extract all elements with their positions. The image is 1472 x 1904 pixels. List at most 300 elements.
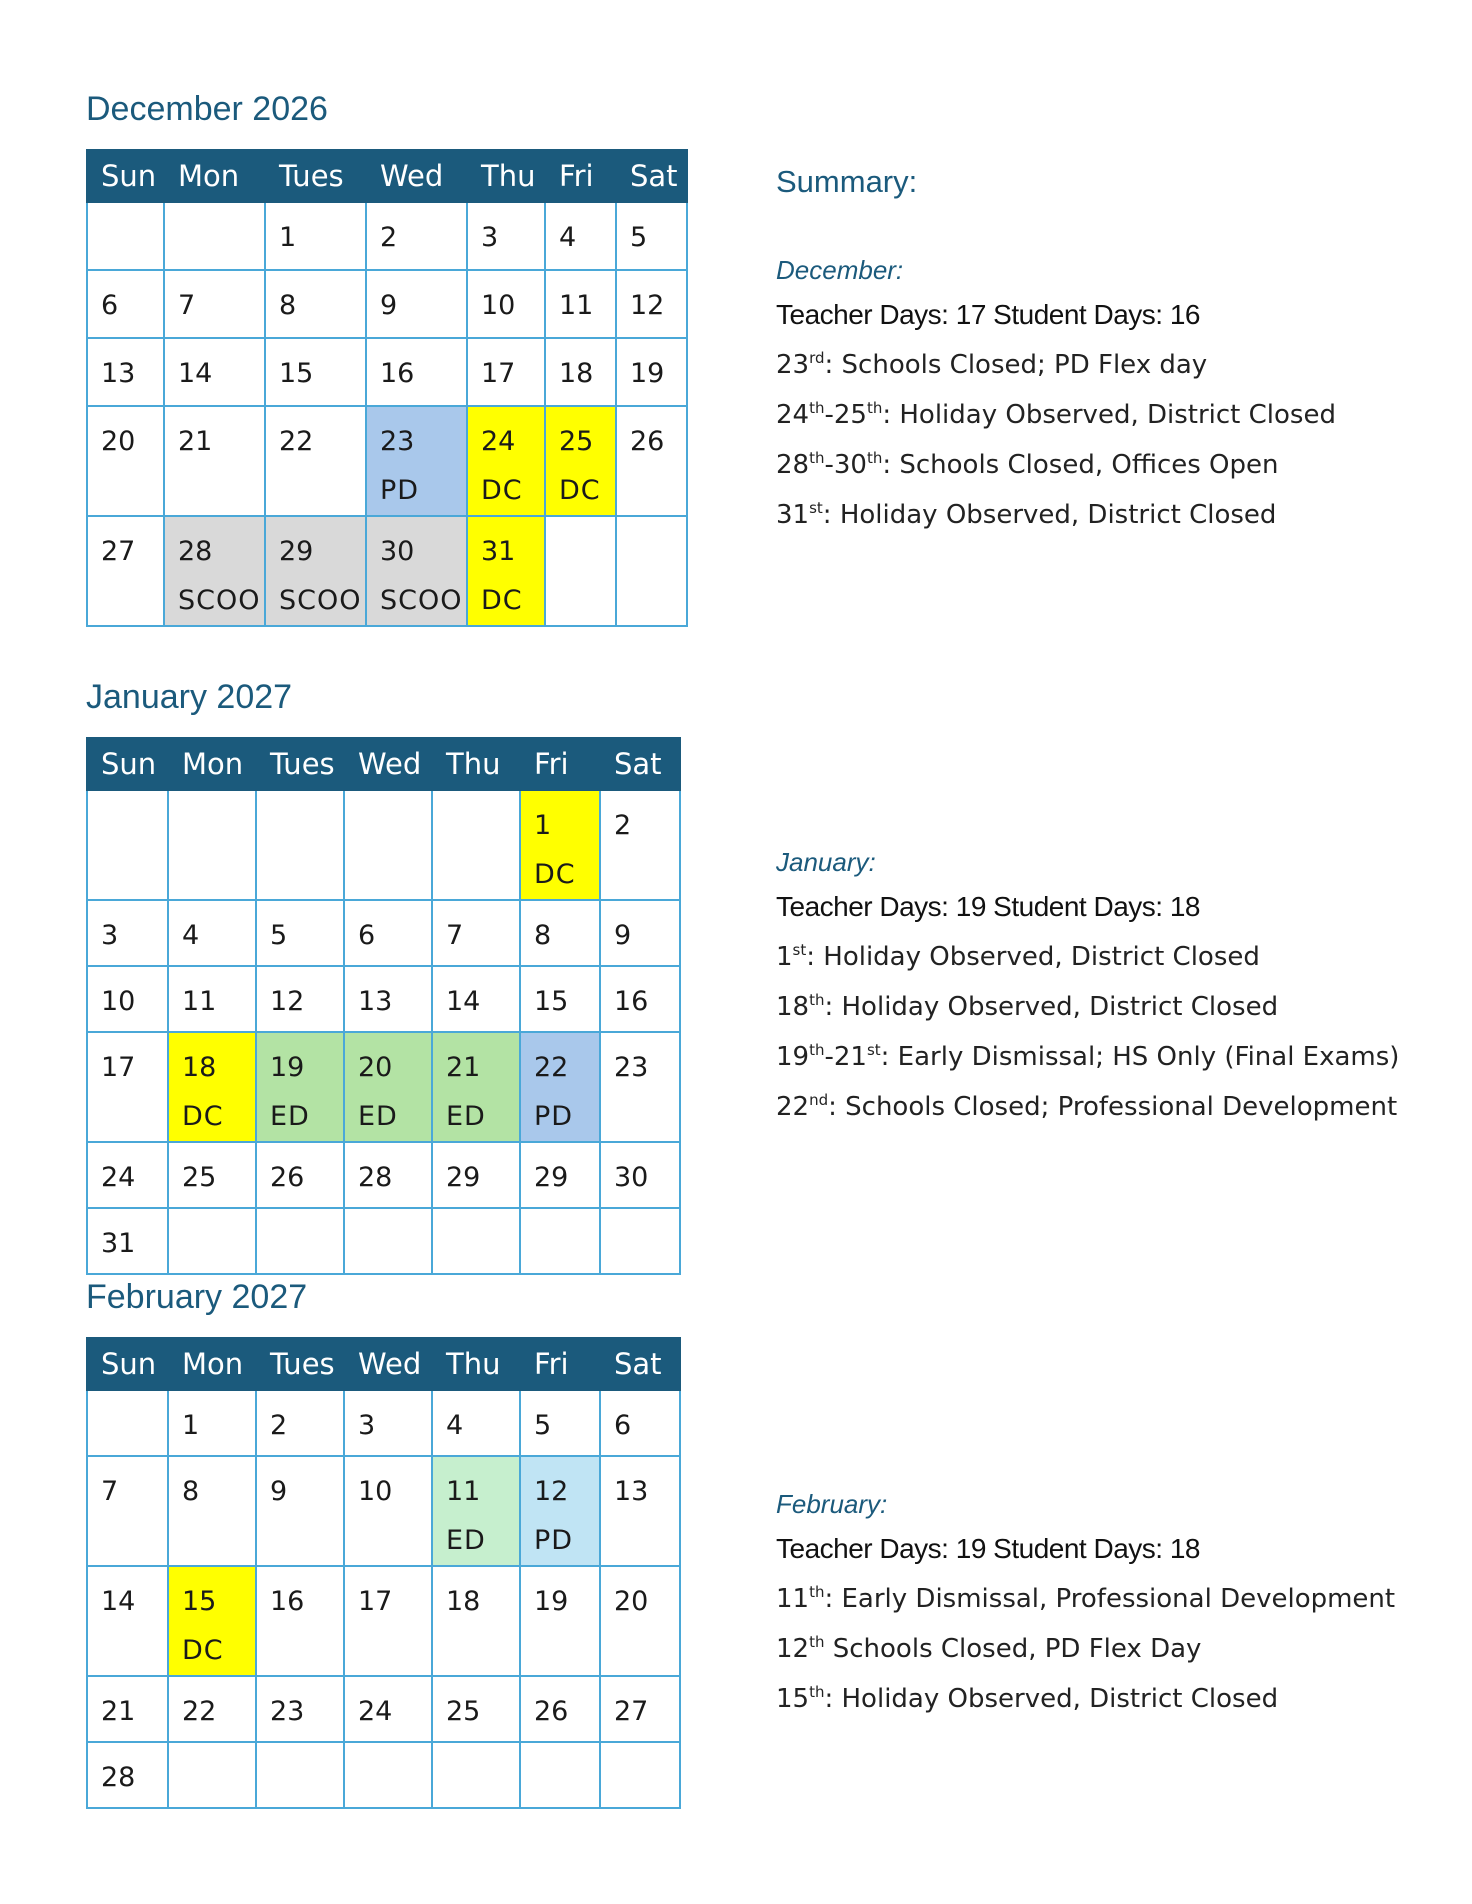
day-number: 21 xyxy=(101,1696,136,1727)
day-cell xyxy=(168,1456,256,1566)
summary-item-sup: th xyxy=(809,1041,825,1059)
summary-item xyxy=(776,490,1336,540)
day-cell xyxy=(87,516,164,626)
day-cell xyxy=(600,1390,680,1456)
day-number xyxy=(534,1753,599,1802)
day-cell xyxy=(164,516,265,626)
day-cell xyxy=(265,516,366,626)
summary-item-num: 24 xyxy=(776,400,810,430)
day-number: 18 xyxy=(446,1586,481,1617)
day-number: 9 xyxy=(614,920,632,951)
day-number: 5 xyxy=(270,920,288,951)
summary-item-text: : Holiday Observed, District Closed xyxy=(882,400,1336,430)
summary-item-num: 22 xyxy=(776,1092,810,1122)
day-cell xyxy=(87,1566,168,1676)
day-cell xyxy=(164,406,265,516)
month-title-february: February 2027 xyxy=(86,1278,308,1316)
day-number xyxy=(101,213,163,262)
day-cell xyxy=(87,790,168,900)
day-number xyxy=(182,801,255,850)
day-cell xyxy=(467,202,545,270)
summary-item-num: 1 xyxy=(776,942,793,972)
summary-item-num2: -25 xyxy=(824,400,867,430)
day-cell xyxy=(432,900,520,966)
day-number: 10 xyxy=(101,986,136,1017)
day-cell xyxy=(432,1390,520,1456)
day-number: 1 xyxy=(279,222,297,253)
day-cell xyxy=(344,966,432,1032)
day-cell xyxy=(545,406,616,516)
day-number: 16 xyxy=(270,1586,305,1617)
day-number: 5 xyxy=(630,222,648,253)
day-number xyxy=(101,1401,167,1450)
day-number: 28 xyxy=(101,1762,136,1793)
day-number: 21 xyxy=(178,426,213,457)
summary-item-num: 15 xyxy=(776,1684,810,1714)
day-number: 25 xyxy=(559,426,594,457)
day-cell xyxy=(87,338,164,406)
day-cell xyxy=(600,1742,680,1808)
day-number: 20 xyxy=(101,426,136,457)
day-cell xyxy=(168,1566,256,1676)
day-number: 1 xyxy=(182,1410,200,1441)
day-number xyxy=(358,801,431,850)
day-cell xyxy=(344,1566,432,1676)
day-number: 15 xyxy=(534,986,569,1017)
summary-item xyxy=(776,1574,1395,1624)
day-cell xyxy=(164,270,265,338)
weekday-header: Fri xyxy=(520,1338,600,1390)
day-code: DC xyxy=(481,475,523,506)
day-number: 31 xyxy=(101,1228,136,1259)
day-code: SCOO xyxy=(279,585,362,616)
day-number: 23 xyxy=(270,1696,305,1727)
day-cell xyxy=(600,966,680,1032)
weekday-header: Tues xyxy=(265,150,366,202)
day-number: 20 xyxy=(614,1586,649,1617)
day-number: 15 xyxy=(182,1586,217,1617)
day-number: 13 xyxy=(358,986,393,1017)
summary-month-label: December: xyxy=(776,255,904,285)
day-number: 30 xyxy=(380,536,415,567)
day-cell xyxy=(520,1208,600,1274)
day-cell xyxy=(520,900,600,966)
day-cell xyxy=(344,1676,432,1742)
day-cell xyxy=(87,406,164,516)
summary-item-text: : Schools Closed; PD Flex day xyxy=(824,350,1208,380)
day-number xyxy=(614,1219,679,1268)
day-number: 11 xyxy=(446,1476,481,1507)
day-cell xyxy=(545,516,616,626)
day-number: 7 xyxy=(101,1476,119,1507)
day-number: 7 xyxy=(446,920,464,951)
day-number xyxy=(446,1219,519,1268)
day-code: DC xyxy=(559,475,601,506)
day-cell xyxy=(520,1566,600,1676)
day-number: 27 xyxy=(614,1696,649,1727)
day-number: 17 xyxy=(358,1586,393,1617)
day-cell xyxy=(600,1456,680,1566)
weekday-header: Wed xyxy=(344,738,432,790)
day-cell xyxy=(344,1390,432,1456)
day-number xyxy=(182,1219,255,1268)
calendar-january xyxy=(86,737,681,1275)
weekday-header: Fri xyxy=(520,738,600,790)
summary-item-text: : Holiday Observed, District Closed xyxy=(822,500,1277,530)
day-cell xyxy=(87,1142,168,1208)
day-number xyxy=(182,1753,255,1802)
summary-day-counts: Teacher Days: 19 Student Days: 18 xyxy=(776,891,1200,922)
day-cell xyxy=(366,270,467,338)
day-cell xyxy=(344,1208,432,1274)
summary-item-sup: rd xyxy=(809,349,825,367)
day-cell xyxy=(87,1390,168,1456)
day-number: 26 xyxy=(534,1696,569,1727)
day-cell xyxy=(164,338,265,406)
day-cell xyxy=(265,338,366,406)
day-cell xyxy=(432,1142,520,1208)
day-code: SCOO xyxy=(380,585,463,616)
summary-item xyxy=(776,1032,1399,1082)
day-cell xyxy=(545,202,616,270)
day-number xyxy=(358,1219,431,1268)
weekday-header: Wed xyxy=(366,150,467,202)
day-number: 8 xyxy=(182,1476,200,1507)
summary-item-text: : Holiday Observed, District Closed xyxy=(824,992,1279,1022)
weekday-header: Tues xyxy=(256,1338,344,1390)
day-cell xyxy=(256,1032,344,1142)
summary-item-num2: -30 xyxy=(824,450,867,480)
summary-month-label: January: xyxy=(776,847,876,877)
day-number: 23 xyxy=(380,426,415,457)
day-code: DC xyxy=(534,859,576,890)
day-number: 14 xyxy=(446,986,481,1017)
day-number: 27 xyxy=(101,536,136,567)
summary-item-sup: th xyxy=(809,1633,825,1651)
day-cell xyxy=(366,406,467,516)
summary-item-text: Schools Closed, PD Flex Day xyxy=(824,1634,1202,1664)
day-cell xyxy=(168,1390,256,1456)
day-cell xyxy=(600,1566,680,1676)
day-number: 28 xyxy=(178,536,213,567)
day-number: 17 xyxy=(481,358,516,389)
day-number: 9 xyxy=(380,290,398,321)
day-number: 23 xyxy=(614,1052,649,1083)
month-title-december: December 2026 xyxy=(86,90,328,128)
day-number: 24 xyxy=(101,1162,136,1193)
day-code: DC xyxy=(182,1635,224,1666)
summary-item-num: 28 xyxy=(776,450,810,480)
day-cell xyxy=(520,1032,600,1142)
day-cell xyxy=(344,790,432,900)
day-number: 21 xyxy=(446,1052,481,1083)
weekday-header: Thu xyxy=(467,150,545,202)
day-number: 13 xyxy=(614,1476,649,1507)
day-number: 16 xyxy=(380,358,415,389)
day-cell xyxy=(87,1208,168,1274)
day-number: 4 xyxy=(446,1410,464,1441)
month-title-january: January 2027 xyxy=(86,678,293,716)
summary-item xyxy=(776,440,1336,490)
day-number: 12 xyxy=(270,986,305,1017)
day-number xyxy=(534,1219,599,1268)
day-number: 24 xyxy=(358,1696,393,1727)
summary-item-sup: th xyxy=(809,1583,825,1601)
day-cell xyxy=(520,1390,600,1456)
summary-item xyxy=(776,1082,1399,1132)
day-code: ED xyxy=(270,1101,310,1132)
summary-item-sup: th xyxy=(809,399,825,417)
summary-item xyxy=(776,340,1336,390)
day-cell xyxy=(256,790,344,900)
day-cell xyxy=(600,900,680,966)
summary-item-num: 12 xyxy=(776,1634,810,1664)
day-number: 2 xyxy=(380,222,398,253)
summary-item-num: 11 xyxy=(776,1584,810,1614)
day-cell xyxy=(256,1142,344,1208)
day-code: ED xyxy=(358,1101,398,1132)
summary-item-sup2: st xyxy=(866,1041,881,1059)
day-cell xyxy=(344,1142,432,1208)
day-number: 29 xyxy=(446,1162,481,1193)
summary-item-sup: st xyxy=(809,499,823,517)
day-number: 4 xyxy=(559,222,577,253)
day-number: 26 xyxy=(630,426,665,457)
summary-day-counts: Teacher Days: 17 Student Days: 16 xyxy=(776,299,1200,330)
day-cell xyxy=(432,1032,520,1142)
summary-day-counts: Teacher Days: 19 Student Days: 18 xyxy=(776,1533,1200,1564)
day-number: 10 xyxy=(481,290,516,321)
summary-february xyxy=(776,1484,1395,1724)
weekday-header: Sun xyxy=(87,738,168,790)
summary-item-text: : Schools Closed, Offices Open xyxy=(882,450,1279,480)
weekday-header: Mon xyxy=(168,1338,256,1390)
day-number xyxy=(630,527,686,576)
day-cell xyxy=(545,338,616,406)
day-number: 14 xyxy=(178,358,213,389)
day-cell xyxy=(520,1742,600,1808)
day-number xyxy=(559,527,615,576)
day-cell xyxy=(432,1456,520,1566)
summary-item-sup2: th xyxy=(866,399,883,417)
summary-item-sup: th xyxy=(809,449,825,467)
day-cell xyxy=(265,202,366,270)
summary-item xyxy=(776,982,1399,1032)
day-number: 25 xyxy=(182,1162,217,1193)
day-number: 22 xyxy=(182,1696,217,1727)
weekday-header: Thu xyxy=(432,738,520,790)
day-number: 19 xyxy=(270,1052,305,1083)
day-cell xyxy=(520,966,600,1032)
day-number: 5 xyxy=(534,1410,552,1441)
day-number: 18 xyxy=(559,358,594,389)
summary-item-sup2: th xyxy=(866,449,883,467)
day-cell xyxy=(168,790,256,900)
day-number: 30 xyxy=(614,1162,649,1193)
summary-item xyxy=(776,390,1336,440)
day-cell xyxy=(344,1032,432,1142)
day-number: 28 xyxy=(358,1162,393,1193)
day-cell xyxy=(467,516,545,626)
day-cell xyxy=(616,338,687,406)
calendar-february xyxy=(86,1337,681,1809)
day-code: ED xyxy=(446,1525,486,1556)
day-number: 12 xyxy=(534,1476,569,1507)
day-cell xyxy=(520,1676,600,1742)
day-cell xyxy=(600,1208,680,1274)
summary-item xyxy=(776,1674,1395,1724)
day-cell xyxy=(87,1456,168,1566)
weekday-header: Tues xyxy=(256,738,344,790)
day-cell xyxy=(168,1142,256,1208)
day-cell xyxy=(87,270,164,338)
day-cell xyxy=(600,790,680,900)
weekday-header: Sun xyxy=(87,1338,168,1390)
day-cell xyxy=(467,270,545,338)
day-cell xyxy=(87,1032,168,1142)
day-number: 6 xyxy=(614,1410,632,1441)
day-number: 2 xyxy=(270,1410,288,1441)
summary-title: Summary: xyxy=(776,164,918,199)
day-number: 3 xyxy=(358,1410,376,1441)
day-code: DC xyxy=(481,585,523,616)
day-code: PD xyxy=(534,1101,574,1132)
day-code: DC xyxy=(182,1101,224,1132)
day-cell xyxy=(256,966,344,1032)
day-number: 22 xyxy=(534,1052,569,1083)
summary-item-num2: -21 xyxy=(824,1042,867,1072)
day-cell xyxy=(256,1742,344,1808)
day-number xyxy=(614,1753,679,1802)
day-number: 3 xyxy=(101,920,119,951)
day-code: ED xyxy=(446,1101,486,1132)
summary-month-label: February: xyxy=(776,1489,888,1519)
day-cell xyxy=(616,516,687,626)
day-number: 12 xyxy=(630,290,665,321)
day-code: SCOO xyxy=(178,585,261,616)
day-cell xyxy=(256,1676,344,1742)
day-cell xyxy=(87,900,168,966)
day-cell xyxy=(366,516,467,626)
day-cell xyxy=(366,202,467,270)
summary-item-num: 19 xyxy=(776,1042,810,1072)
day-cell xyxy=(545,270,616,338)
day-cell xyxy=(168,1032,256,1142)
day-number: 14 xyxy=(101,1586,136,1617)
day-number: 18 xyxy=(182,1052,217,1083)
weekday-header: Thu xyxy=(432,1338,520,1390)
day-number xyxy=(446,1753,519,1802)
weekday-header: Mon xyxy=(168,738,256,790)
day-cell xyxy=(256,1208,344,1274)
weekday-header: Sun xyxy=(87,150,164,202)
day-cell xyxy=(87,202,164,270)
day-cell xyxy=(168,1208,256,1274)
day-number: 17 xyxy=(101,1052,136,1083)
day-cell xyxy=(344,1742,432,1808)
day-cell xyxy=(432,1676,520,1742)
weekday-header: Sat xyxy=(616,150,687,202)
day-number: 6 xyxy=(358,920,376,951)
day-number: 8 xyxy=(279,290,297,321)
day-cell xyxy=(520,1456,600,1566)
summary-december xyxy=(776,250,1336,540)
summary-item-sup: st xyxy=(792,941,807,959)
day-number: 20 xyxy=(358,1052,393,1083)
day-number: 29 xyxy=(534,1162,569,1193)
day-cell xyxy=(168,1676,256,1742)
day-number: 24 xyxy=(481,426,516,457)
day-cell xyxy=(256,1390,344,1456)
day-cell xyxy=(256,1566,344,1676)
summary-item-text: : Early Dismissal, Professional Development xyxy=(824,1584,1396,1614)
day-number: 7 xyxy=(178,290,196,321)
day-cell xyxy=(87,1676,168,1742)
day-number: 10 xyxy=(358,1476,393,1507)
summary-item-text: : Schools Closed; Professional Development xyxy=(828,1092,1398,1122)
day-number xyxy=(178,213,264,262)
day-cell xyxy=(265,270,366,338)
day-cell xyxy=(265,406,366,516)
day-number: 25 xyxy=(446,1696,481,1727)
day-cell xyxy=(600,1142,680,1208)
day-cell xyxy=(256,900,344,966)
day-cell xyxy=(87,966,168,1032)
day-cell xyxy=(600,1676,680,1742)
summary-item xyxy=(776,1624,1395,1674)
day-cell xyxy=(520,790,600,900)
day-cell xyxy=(256,1456,344,1566)
summary-item-num: 31 xyxy=(776,500,810,530)
day-number xyxy=(358,1753,431,1802)
day-cell xyxy=(366,338,467,406)
day-number: 8 xyxy=(534,920,552,951)
summary-item-text: : Holiday Observed, District Closed xyxy=(824,1684,1279,1714)
summary-item-sup: nd xyxy=(809,1091,829,1109)
day-number: 11 xyxy=(559,290,594,321)
day-cell xyxy=(168,966,256,1032)
summary-item-num: 23 xyxy=(776,350,810,380)
day-cell xyxy=(87,1742,168,1808)
day-number: 13 xyxy=(101,358,136,389)
summary-item-sup: th xyxy=(809,1683,825,1701)
day-code: PD xyxy=(380,475,420,506)
day-number: 6 xyxy=(101,290,119,321)
day-number: 1 xyxy=(534,810,552,841)
day-number xyxy=(270,1753,343,1802)
weekday-header: Sat xyxy=(600,738,680,790)
day-number: 15 xyxy=(279,358,314,389)
day-cell xyxy=(616,270,687,338)
day-cell xyxy=(432,1742,520,1808)
weekday-header: Mon xyxy=(164,150,265,202)
summary-item-text: : Early Dismissal; HS Only (Final Exams) xyxy=(880,1042,1400,1072)
summary-item-text: : Holiday Observed, District Closed xyxy=(806,942,1260,972)
day-number xyxy=(270,1219,343,1268)
day-cell xyxy=(616,406,687,516)
day-number: 9 xyxy=(270,1476,288,1507)
summary-item-num: 18 xyxy=(776,992,810,1022)
day-cell xyxy=(168,1742,256,1808)
day-code: PD xyxy=(534,1525,574,1556)
day-number: 2 xyxy=(614,810,632,841)
weekday-header: Sat xyxy=(600,1338,680,1390)
day-number: 22 xyxy=(279,426,314,457)
day-cell xyxy=(467,338,545,406)
day-cell xyxy=(467,406,545,516)
day-cell xyxy=(432,966,520,1032)
day-number xyxy=(446,801,519,850)
